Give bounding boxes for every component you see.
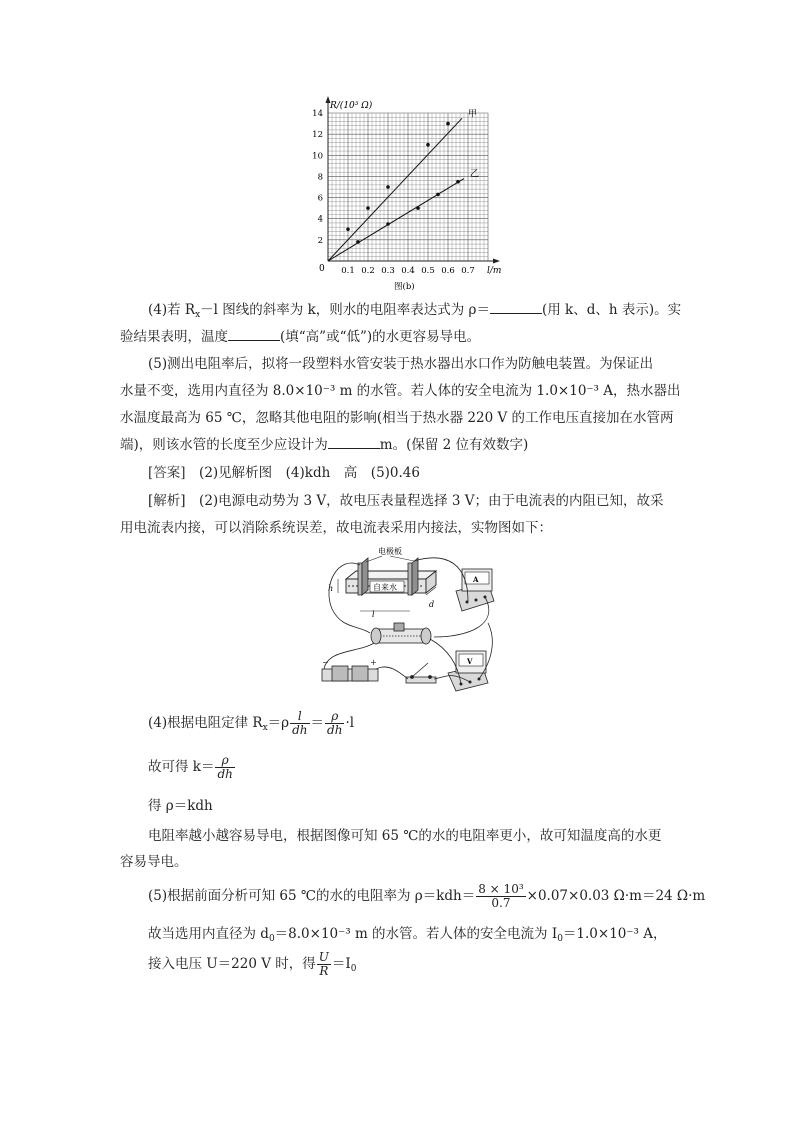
q4-line-2: 验结果表明，温度 (填“高”或“低”)的水更容易导电。 [120, 329, 481, 345]
answer-tag: [答案] [148, 465, 186, 481]
data-point [456, 180, 460, 184]
x-tick-label: 0.5 [421, 266, 435, 276]
ammeter-label: A [473, 575, 479, 584]
y-axis-label: R/(10³ Ω) [330, 101, 373, 111]
series-label: 甲 [468, 109, 478, 120]
fraction: $\frac{U}{R}$ [318, 950, 329, 978]
x-axis-label: l/m [487, 266, 502, 276]
x-tick-label: 0.6 [441, 266, 455, 276]
rheostat [371, 623, 431, 644]
q4-line-1: (4)若 $R_x-l$ 图线的斜率为 k，则水的电阻率表达式为 ρ＝ (用 k、d、h 表示)。实 [148, 302, 682, 320]
eq4-slope: 故可得 k＝ $\frac{\rho}{dh}$ [148, 753, 233, 781]
answer-blank-length[interactable] [328, 435, 380, 449]
analysis-tag: [解析] [148, 493, 186, 509]
answer-text: (2)见解析图 (4)kdh 高 (5)0.46 [199, 465, 420, 481]
eq4-resistance-law: (4)根据电阻定律 $R_x=\rho$ $\frac{l}{dh}$ ＝ $\frac{\rho}{dh}$ ·l [148, 709, 355, 737]
switch [406, 663, 436, 683]
r-l-graph [300, 92, 530, 297]
y-tick-label: 2 [317, 235, 323, 246]
origin-label: 0 [319, 264, 325, 274]
analysis-line-1: [解析] (2)电源电动势为 3 V，故电压表量程选择 3 V；由于电流表的内阻已知，故采 [148, 493, 664, 509]
data-point [346, 227, 350, 231]
x-tick-label: 0.7 [461, 266, 475, 276]
answer-blank-temperature[interactable] [228, 327, 280, 341]
y-tick-label: 8 [317, 172, 323, 183]
data-point [356, 240, 360, 244]
data-point [366, 206, 370, 210]
y-tick-label: 6 [317, 193, 323, 204]
eq4-rho: 得 ρ＝kdh [148, 798, 213, 814]
water-label: 自来水 [373, 583, 397, 592]
data-point [426, 143, 430, 147]
data-point [386, 185, 390, 189]
y-tick-label: 4 [317, 214, 323, 225]
axes [326, 96, 501, 264]
h-label: h [328, 584, 334, 593]
data-point [386, 222, 390, 226]
data-point [436, 193, 440, 197]
eq4-conclusion-1: 电阻率越小越容易导电，根据图像可知 65 ℃的水的电阻率更小，故可知温度高的水更 [148, 828, 662, 844]
series [328, 108, 479, 261]
electrode-label: 电极板 [378, 547, 402, 556]
y-tick-label: 12 [312, 130, 323, 141]
svg-text:+: + [370, 658, 377, 667]
x-tick-label: 0.2 [361, 266, 375, 276]
analysis-line-2: 用电流表内接，可以消除系统误差，故电流表采用内接法，实物图如下： [120, 520, 552, 536]
eq5-tube: 故当选用内直径为 $d_0=8.0\times 10^{-3}$ m 的水管。若人体的安全电流为 $I_0=1.0\times 10^{-3}$ A， [148, 926, 667, 944]
circuit-diagram [318, 545, 500, 695]
d-label: d [429, 600, 435, 609]
x-tick-label: 0.3 [381, 266, 395, 276]
eq5-resistivity: (5)根据前面分析可知 65 ℃的水的电阻率为 ρ＝kdh＝ $\frac{\text{8 × 10³}}{0.7}$ ×0.07×0.03 Ω·m＝24 Ω·m [148, 882, 706, 910]
x-tick-label: 0.4 [401, 266, 415, 276]
eq5-voltage: 接入电压 U＝220 V 时，得 $\frac{U}{R}$ $=I_0$ [148, 950, 357, 978]
l-label: l [372, 610, 375, 619]
voltmeter [448, 651, 488, 691]
series-2 [328, 169, 479, 261]
y-tick-label: 14 [312, 109, 323, 119]
battery [322, 658, 378, 681]
data-point [416, 206, 420, 210]
fraction: $\frac{\text{8 × 10³}}{0.7}$ [478, 882, 524, 910]
q5-line-3: 水温度最高为 65 ℃，忽略其他电阻的影响(相当于热水器 220 V 的工作电压直接加在水管两 [120, 410, 674, 426]
fraction: $\frac{\rho}{dh}$ [327, 709, 343, 737]
x-tick-label: 0.1 [341, 266, 355, 276]
figure-caption: 图(b) [394, 282, 415, 292]
eq4-conclusion-2: 容易导电。 [120, 854, 188, 870]
q5-line-4: 端)，则该水管的长度至少应设计为 m。(保留 2 位有效数字) [120, 437, 529, 453]
q5-line-1: (5)测出电阻率后，拟将一段塑料水管安装于热水器出水口作为防触电装置。为保证出 [148, 356, 654, 372]
y-tick-label: 10 [312, 151, 323, 162]
voltmeter-label: V [467, 657, 473, 666]
answer-line [148, 463, 420, 483]
fraction: $\frac{\rho}{dh}$ [217, 753, 233, 781]
svg-text:−: − [322, 658, 329, 667]
q5-line-2: 水量不变，选用内直径为 8.0×10⁻³ m 的水管。若人体的安全电流为 1.0×10⁻³ A，热水器出 [120, 383, 681, 399]
grid [328, 113, 488, 261]
data-point [446, 122, 450, 126]
answer-blank-rho[interactable] [490, 300, 542, 314]
series-label: 乙 [470, 169, 480, 180]
fraction: $\frac{l}{dh}$ [292, 709, 308, 737]
